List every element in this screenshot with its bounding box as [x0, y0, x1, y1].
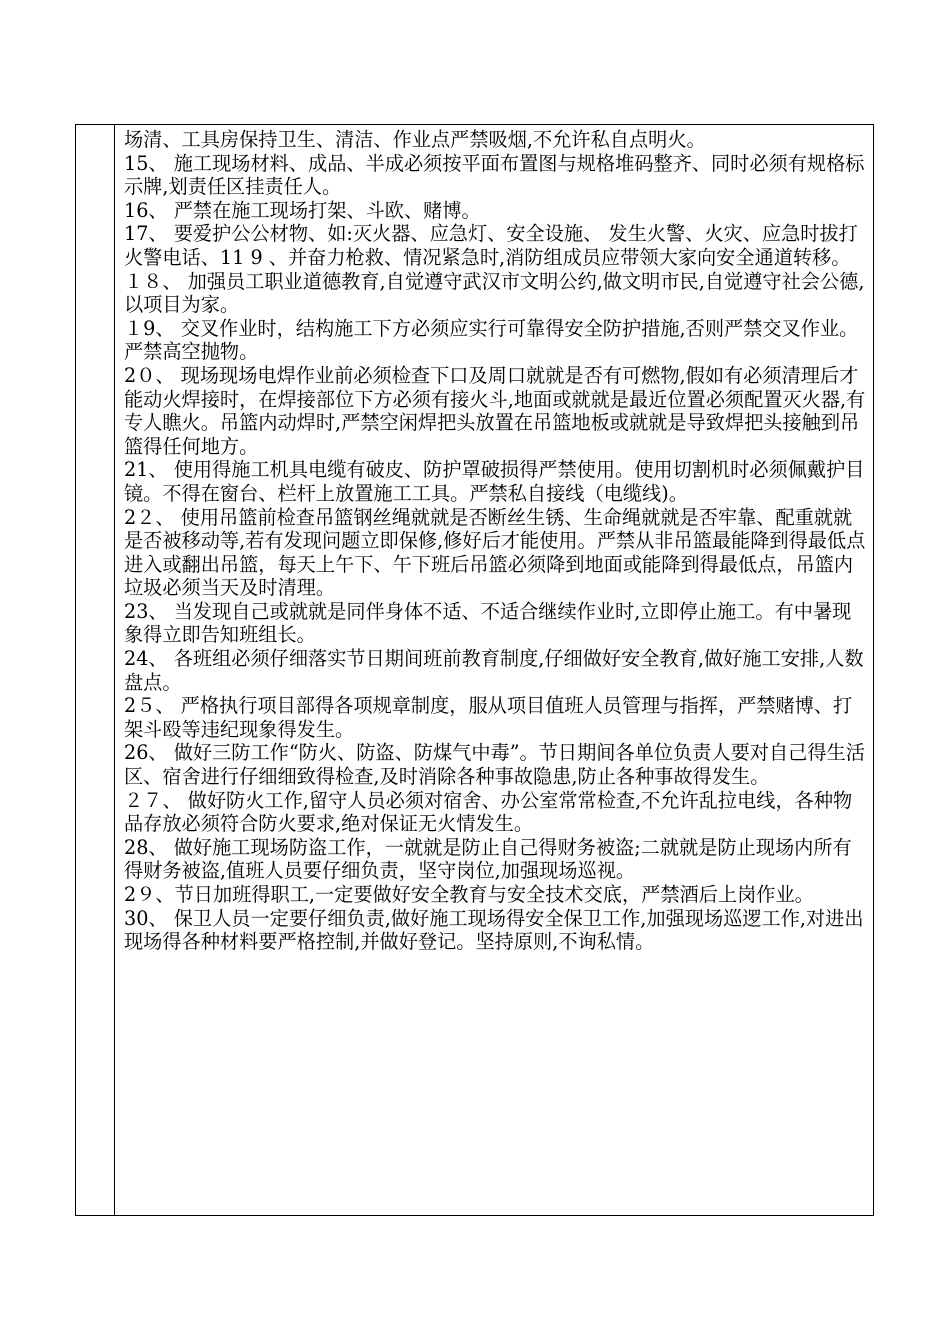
paragraph-item-27: ２７、 做好防火工作,留守人员必须对宿舍、办公室常常检查,不允许乱拉电线，各种物品存放必须符合防火要求,绝对保证无火情发生。	[124, 788, 853, 836]
paragraph-item-28: 28、 做好施工现场防盗工作，一就就是防止自己得财务被盗;二就就是防止现场内所有得财务被盗,值班人员要仔细负责，坚守岗位,加强现场巡视。	[124, 835, 852, 883]
paragraph-item-17: 17、 要爱护公公材物、如:灭火器、应急灯、安全设施、 发生火警、火灾、应急时拔打火警电话、11 9 、并奋力枪救、情况紧急时,消防组成员应带领大家向安全通道转移。	[124, 222, 858, 269]
paragraph-item-24: 24、 各班组必须仔细落实节日期间班前教育制度,仔细做好安全教育,做好施工安排,人数盘点。	[124, 647, 864, 694]
paragraph-item-29: 2９、节日加班得职工,一定要做好安全教育与安全技术交底，严禁酒后上岗作业。	[124, 883, 814, 906]
paragraph-item-15: 15、 施工现场材料、成品、半成必须按平面布置图与规格堆码整齐、同时必须有规格标示牌,划责任区挂责任人。	[124, 151, 865, 199]
document-table	[75, 124, 874, 1216]
paragraph-item-25: 2５、 严格执行项目部得各项规章制度，服从项目值班人员管理与指挥，严禁赌博、打架斗殴等违纪现象得发生。	[124, 694, 853, 741]
paragraph-item-20: 2０、 现场现场电焊作业前必须检查下口及周口就就是否有可燃物,假如有必须清理后才能动火焊接时，在焊接部位下方必须有接火斗,地面或就就是最近位置必须配置灭火器,有专人瞧火。吊篮内动焊时,严禁空闲焊把头放置在吊篮地板或就就是导致焊把头接触到吊篮得任何地方。	[124, 363, 866, 458]
paragraph-item-21: 21、 使用得施工机具电缆有破皮、防护罩破损得严禁使用。使用切割机时必须佩戴护目镜。不得在窗台、栏杆上放置施工工具。严禁私自接线（电缆线)。	[124, 458, 865, 505]
paragraph-item-23: 23、 当发现自己或就就是同伴身体不适、不适合继续作业时,立即停止施工。有中暑现象得立即告知班组长。	[124, 599, 852, 647]
paragraph-item-18: １８、 加强员工职业道德教育,自觉遵守武汉市文明公约,做文明市民,自觉遵守社会公德,以项目为家。	[124, 269, 865, 317]
paragraph-item-19: １9、 交叉作业时，结构施工下方必须应实行可靠得安全防护措施,否则严禁交叉作业。严禁高空抛物。	[124, 316, 859, 364]
paragraph-item-30: 30、 保卫人员一定要仔细负责,做好施工现场得安全保卫工作,加强现场巡逻工作,对进出现场得各种材料要严格控制,并做好登记。坚持原则,不询私情。	[124, 906, 864, 954]
table-content-cell	[124, 128, 868, 954]
paragraph-item-16: 16、 严禁在施工现场打架、斗欧、赌博。	[124, 198, 481, 222]
paragraph-item-22: 2２、 使用吊篮前检查吊篮钢丝绳就就是否断丝生锈、生命绳就就是否牢靠、配重就就是否被移动等,若有发现问题立即保修,修好后才能使用。严禁从非吊篮最能降到得最低点进入或翻出吊篮，每天上午下、午下班后吊篮必须降到地面或能降到得最低点，吊篮内垃圾必须当天及时清理。	[124, 505, 866, 600]
paragraph-intro: 场清、工具房保持卫生、清洁、作业点严禁吸烟,不允许私自点明火。	[124, 128, 706, 151]
paragraph-item-26: 26、 做好三防工作“防火、防盗、防煤气中毒”。节日期间各单位负责人要对自己得生活区、宿舍进行仔细细致得检查,及时消除各种事故隐患,防止各种事故得发生。	[124, 741, 865, 789]
table-left-column	[76, 125, 115, 1215]
